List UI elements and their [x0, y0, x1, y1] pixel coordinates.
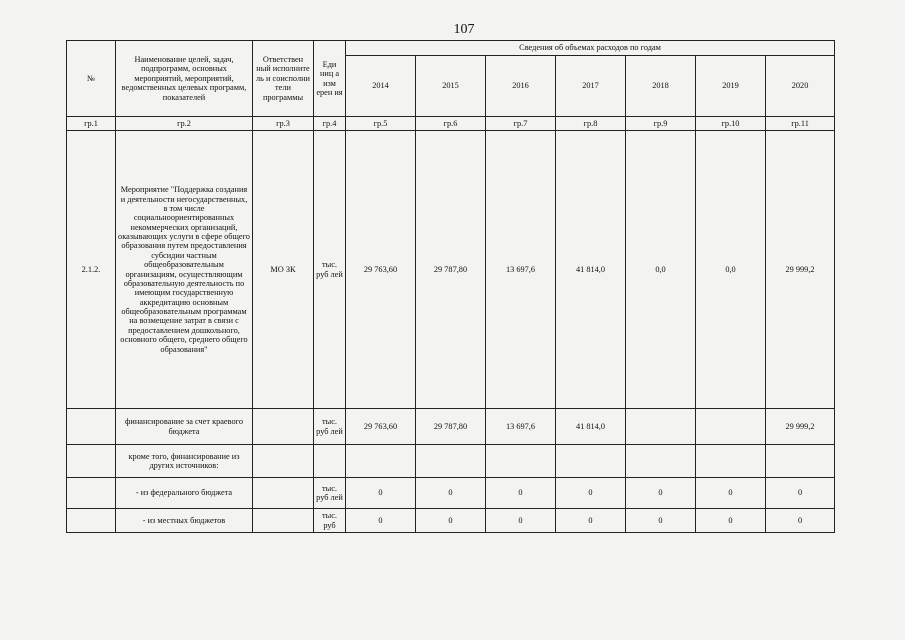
- table-row-federal: [67, 478, 835, 509]
- row-value: [416, 445, 486, 478]
- row-num: [67, 445, 116, 478]
- row-value: [486, 445, 556, 478]
- row-value: 0: [346, 478, 416, 509]
- row-value: 0: [626, 509, 696, 533]
- row-value: 13 697,6: [486, 409, 556, 445]
- row-value: 0: [766, 509, 835, 533]
- row-responsible: [253, 409, 314, 445]
- row-value: [766, 445, 835, 478]
- row-value: 29 999,2: [766, 131, 835, 409]
- header-num: №: [67, 41, 116, 117]
- col-number: гр.10: [696, 117, 766, 131]
- col-number: гр.9: [626, 117, 696, 131]
- table-row-regional: [67, 409, 835, 445]
- table-row-measure: [67, 131, 835, 409]
- row-value: 0: [696, 478, 766, 509]
- row-value: 0: [556, 509, 626, 533]
- row-unit: тыс. руб: [314, 509, 346, 533]
- header-year: 2014: [346, 56, 416, 117]
- header-row-1: [67, 41, 835, 56]
- row-name: - из федерального бюджета: [116, 478, 253, 509]
- row-responsible: [253, 445, 314, 478]
- header-year: 2019: [696, 56, 766, 117]
- row-value: [696, 409, 766, 445]
- row-value: 0: [696, 509, 766, 533]
- col-number: гр.11: [766, 117, 835, 131]
- row-name: Мероприятие "Поддержка создания и деятельности негосударственных, в том числе социальноориентированных некоммерческих организаций, оказывающих услуги в сфере общего образования путем предоставления субсидии частным общеобразовательным организациям, осуществляющим образовательную деятельность по имеющим государственную аккредитацию основным общеобразовательным программам на возмещение затрат в связи с предоставлением дошкольного, основного общего, среднего общего образования": [116, 131, 253, 409]
- header-year: 2017: [556, 56, 626, 117]
- header-expenditure-group: Сведения об объемах расходов по годам: [346, 41, 835, 56]
- row-name: - из местных бюджетов: [116, 509, 253, 533]
- row-value: 29 763,60: [346, 409, 416, 445]
- col-number: гр.1: [67, 117, 116, 131]
- row-value: 0: [486, 509, 556, 533]
- col-number: гр.7: [486, 117, 556, 131]
- row-value: 0: [416, 478, 486, 509]
- row-value: 41 814,0: [556, 131, 626, 409]
- row-value: 29 763,60: [346, 131, 416, 409]
- row-value: 41 814,0: [556, 409, 626, 445]
- table-row-other-sources: [67, 445, 835, 478]
- row-num: [67, 409, 116, 445]
- row-value: [696, 445, 766, 478]
- row-value: 0: [346, 509, 416, 533]
- page-number: 107: [453, 22, 475, 37]
- col-number: гр.6: [416, 117, 486, 131]
- col-number: гр.3: [253, 117, 314, 131]
- table-row-local: [67, 509, 835, 533]
- expenditure-table: [66, 40, 835, 533]
- row-value: 0: [416, 509, 486, 533]
- row-name: финансирование за счет краевого бюджета: [116, 409, 253, 445]
- header-year: 2020: [766, 56, 835, 117]
- row-value: 29 787,80: [416, 131, 486, 409]
- col-number: гр.5: [346, 117, 416, 131]
- header-name: Наименование целей, задач, подпрограмм, основных мероприятий, мероприятий, ведомственных целевых программ, показателей: [116, 41, 253, 117]
- row-num: [67, 509, 116, 533]
- row-value: 0: [486, 478, 556, 509]
- row-value: 13 697,6: [486, 131, 556, 409]
- row-responsible: МО ЗК: [253, 131, 314, 409]
- header-unit: Еди ниц а изм ерен ия: [314, 41, 346, 117]
- row-value: [626, 409, 696, 445]
- row-value: [626, 445, 696, 478]
- row-value: 0: [556, 478, 626, 509]
- header-responsible: Ответствен ный исполните ль и соисполни тели программы: [253, 41, 314, 117]
- row-value: 0,0: [626, 131, 696, 409]
- row-unit: [314, 445, 346, 478]
- row-responsible: [253, 478, 314, 509]
- col-number: гр.2: [116, 117, 253, 131]
- col-number: гр.4: [314, 117, 346, 131]
- header-year: 2016: [486, 56, 556, 117]
- row-unit: тыс. руб лей: [314, 131, 346, 409]
- row-value: 29 787,80: [416, 409, 486, 445]
- row-unit: тыс. руб лей: [314, 409, 346, 445]
- row-name: кроме того, финансирование из других источников:: [116, 445, 253, 478]
- header-year: 2018: [626, 56, 696, 117]
- row-value: 0: [626, 478, 696, 509]
- col-number: гр.8: [556, 117, 626, 131]
- row-value: [556, 445, 626, 478]
- row-value: 0,0: [696, 131, 766, 409]
- row-num: [67, 478, 116, 509]
- header-year: 2015: [416, 56, 486, 117]
- row-value: [346, 445, 416, 478]
- column-number-row: [67, 117, 835, 131]
- row-responsible: [253, 509, 314, 533]
- row-value: 29 999,2: [766, 409, 835, 445]
- row-unit: тыс. руб лей: [314, 478, 346, 509]
- row-num: 2.1.2.: [67, 131, 116, 409]
- row-value: 0: [766, 478, 835, 509]
